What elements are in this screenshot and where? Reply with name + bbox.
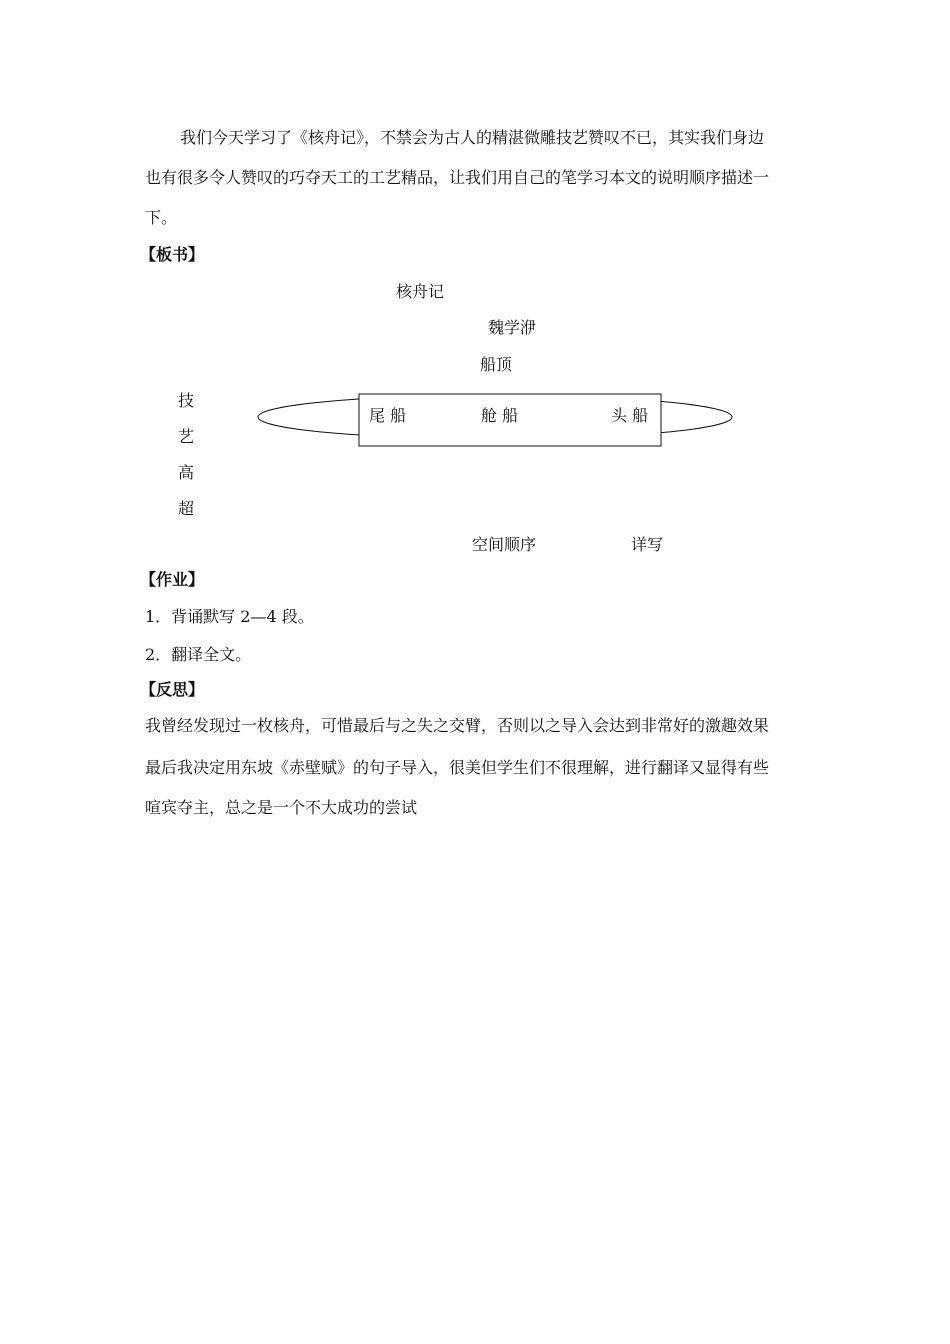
side-char-2: 艺 bbox=[178, 427, 195, 446]
homework-item-1: 1．背诵默写 2—4 段。 bbox=[145, 607, 314, 626]
side-char-3: 高 bbox=[178, 463, 195, 482]
intro-line-2: 也有很多令人赞叹的巧夺天工的工艺精品，让我们用自己的笔学习本文的说明顺序描述一 bbox=[145, 168, 770, 187]
board-title: 核舟记 bbox=[396, 282, 445, 301]
reflection-line-2: 最后我决定用东坡《赤壁赋》的句子导入，很美但学生们不很理解，进行翻译又显得有些 bbox=[145, 758, 770, 777]
reflection-line-3: 喧宾夺主，总之是一个不大成功的尝试 bbox=[145, 798, 418, 817]
homework-item-2: 2．翻译全文。 bbox=[145, 645, 252, 664]
intro-line-3: 下。 bbox=[145, 208, 178, 227]
reflection-heading: 【反思】 bbox=[140, 680, 205, 699]
boat-top-label: 船顶 bbox=[480, 355, 513, 374]
side-char-1: 技 bbox=[178, 391, 195, 410]
boat-label-bow: 头 船 bbox=[611, 406, 649, 425]
boat-label-stern: 尾 船 bbox=[369, 406, 407, 425]
board-detail-label: 详写 bbox=[631, 535, 664, 554]
reflection-line-1: 我曾经发现过一枚核舟，可惜最后与之失之交臂，否则以之导入会达到非常好的激趣效果 bbox=[145, 716, 770, 735]
board-heading: 【板书】 bbox=[140, 245, 205, 264]
boat-label-cabin: 舱 船 bbox=[481, 406, 519, 425]
board-author: 魏学洢 bbox=[488, 318, 537, 337]
board-order-label: 空间顺序 bbox=[472, 535, 537, 554]
homework-heading: 【作业】 bbox=[140, 570, 205, 589]
intro-line-1: 我们今天学习了《核舟记》，不禁会为古人的精湛微雕技艺赞叹不已，其实我们身边 bbox=[180, 128, 765, 147]
side-char-4: 超 bbox=[178, 499, 195, 518]
